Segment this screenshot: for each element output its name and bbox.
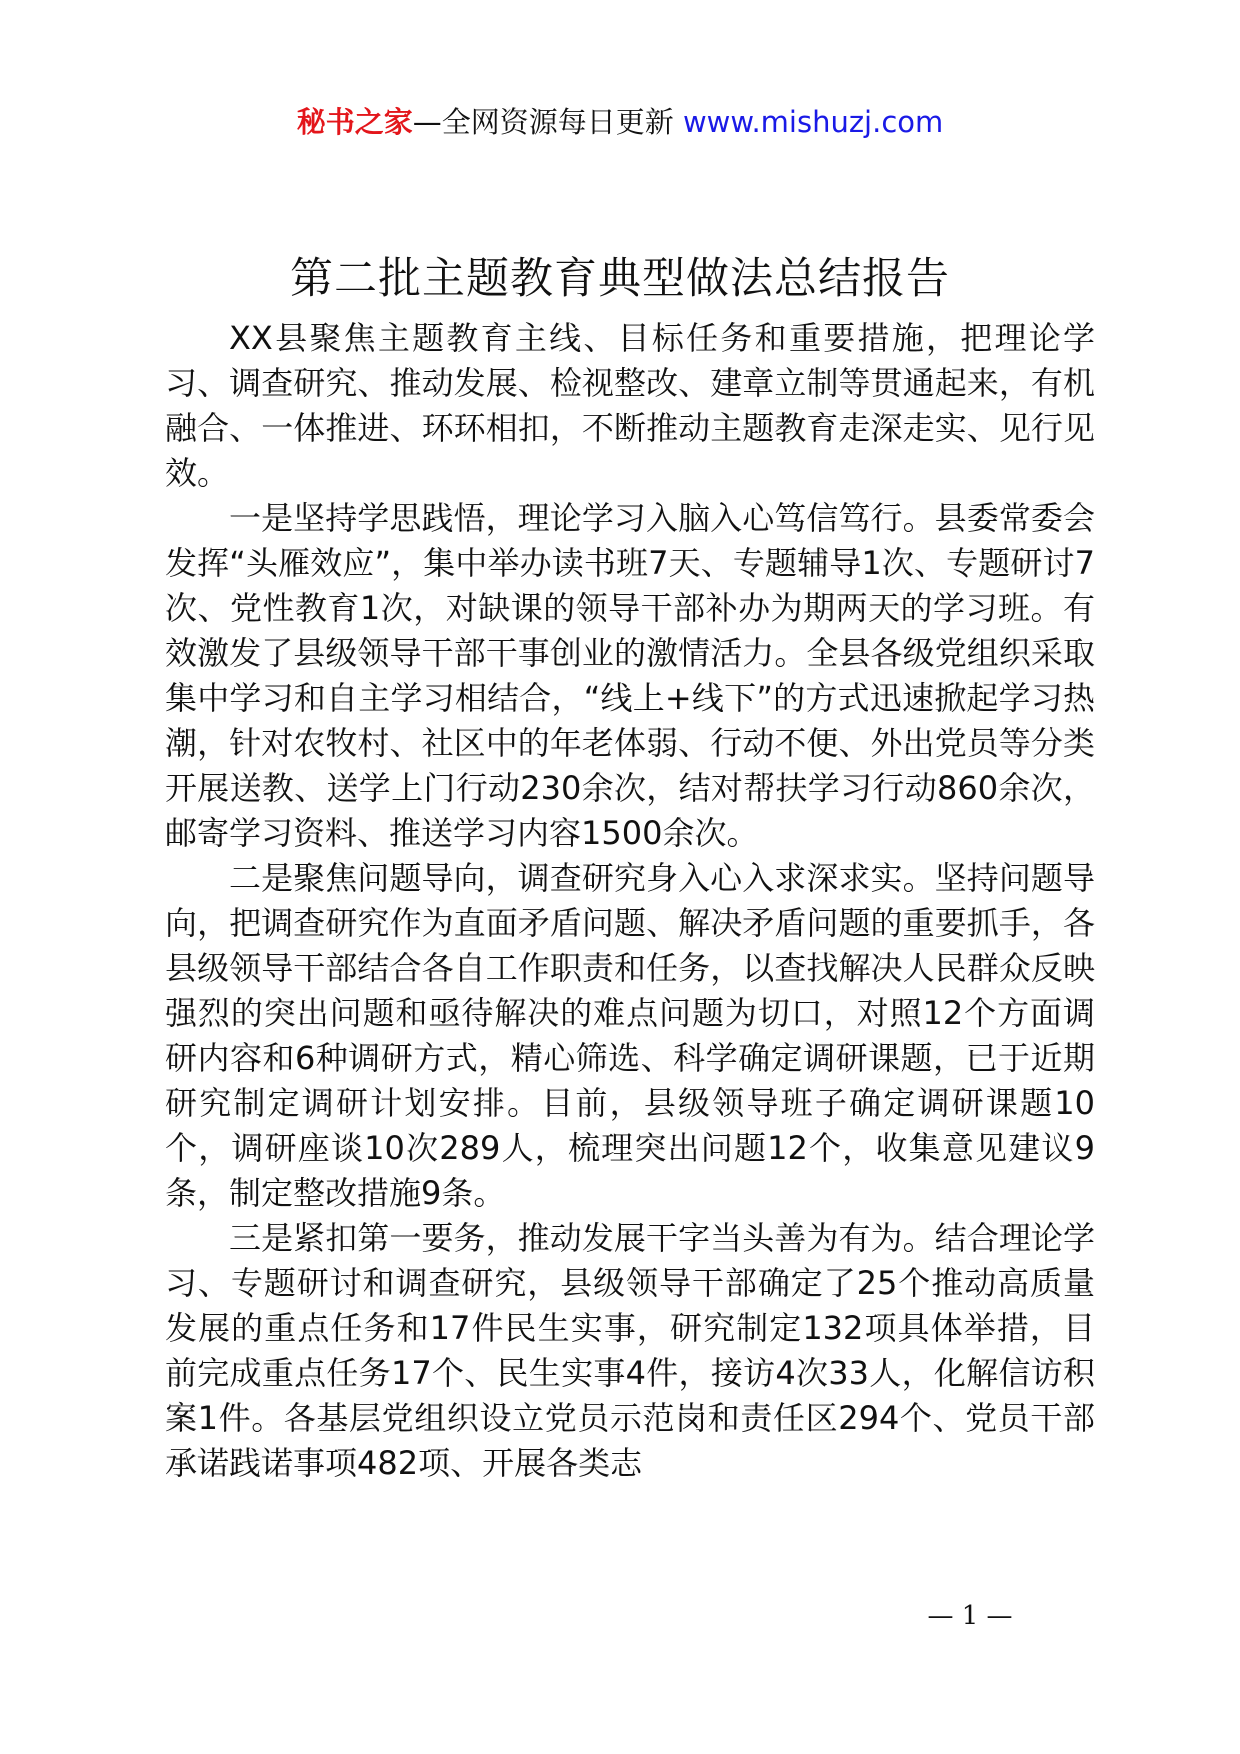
paragraph-research: 二是聚焦问题导向，调查研究身入心入求深求实。坚持问题导向，把调查研究作为直面矛盾问题、解决矛盾问题的重要抓手，各县级领导干部结合各自工作职责和任务，以查找解决人民群众反映强烈的突出问题和亟待解决的难点问题为切口，对照12个方面调研内容和6种调研方式，精心筛选、科学确定调研课题，已于近期研究制定调研计划安排。目前，县级领导班子确定调研课题10个，调研座谈10次289人，梳理突出问题12个，收集意见建议9条，制定整改措施9条。 (165, 859, 1095, 1212)
site-brand: 秘书之家 (296, 105, 413, 139)
page-number: — 1 — (927, 1601, 1013, 1631)
site-header (0, 100, 1240, 144)
document-title: 第二批主题教育典型做法总结报告 (290, 254, 950, 304)
site-tagline: —全网资源每日更新 (412, 105, 683, 139)
paragraph-intro: XX县聚焦主题教育主线、目标任务和重要措施，把理论学习、调查研究、推动发展、检视整改、建章立制等贯通起来，有机融合、一体推进、环环相扣，不断推动主题教育走深走实、见行见效。 (165, 319, 1095, 492)
site-url-link[interactable]: www.mishuzj.com (682, 105, 944, 139)
paragraph-development: 三是紧扣第一要务，推动发展干字当头善为有为。结合理论学习、专题研讨和调查研究，县级领导干部确定了25个推动高质量发展的重点任务和17件民生实事，研究制定132项具体举措，目前完成重点任务17个、民生实事4件，接访4次33人，化解信访积案1件。各基层党组织设立党员示范岗和责任区294个、党员干部承诺践诺事项482项、开展各类志 (165, 1219, 1095, 1482)
document-body (165, 316, 1095, 1486)
paragraph-theory-study: 一是坚持学思践悟，理论学习入脑入心笃信笃行。县委常委会发挥“头雁效应”，集中举办读书班7天、专题辅导1次、专题研讨7次、党性教育1次，对缺课的领导干部补办为期两天的学习班。有效激发了县级领导干部干事创业的激情活力。全县各级党组织采取集中学习和自主学习相结合，“线上+线下”的方式迅速掀起学习热潮，针对农牧村、社区中的年老体弱、行动不便、外出党员等分类开展送教、送学上门行动230余次，结对帮扶学习行动860余次，邮寄学习资料、推送学习内容1500余次。 (165, 499, 1095, 852)
